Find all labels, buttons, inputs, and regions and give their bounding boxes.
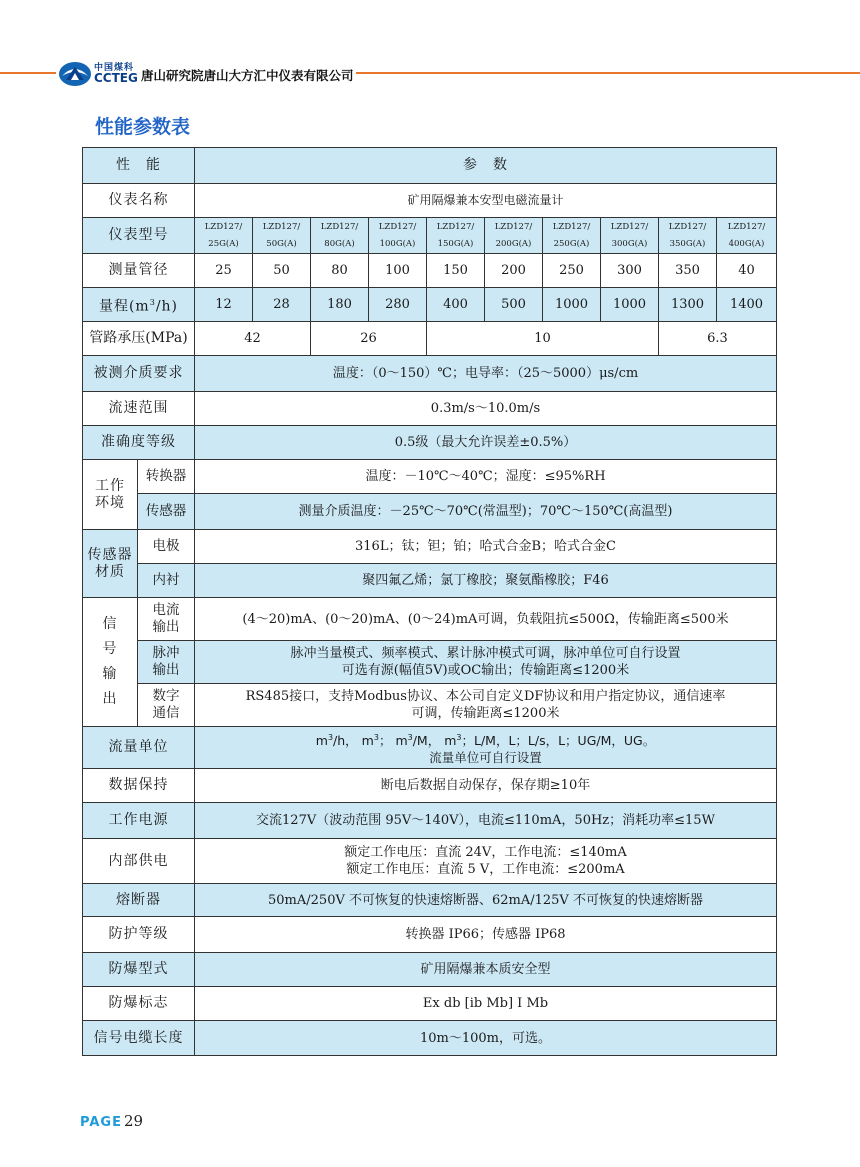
liner-label: 内衬	[138, 564, 195, 598]
brand-cn: 中国煤科	[94, 63, 135, 73]
table-row	[83, 803, 777, 839]
model-cell: LZD127/ 50G(A)	[253, 218, 311, 254]
explosion-type-value: 矿用隔爆兼本质安全型	[195, 953, 777, 987]
table-row	[83, 148, 777, 184]
protection-value: 转换器 IP66；传感器 IP68	[195, 917, 777, 953]
page-word: PAGE	[80, 1115, 122, 1130]
model-cell: LZD127/ 25G(A)	[195, 218, 253, 254]
table-row	[83, 426, 777, 460]
electrode-value: 316L；钛；钽；铂；哈式合金B；哈式合金C	[195, 530, 777, 564]
current-value: (4～20)mA、(0～20)mA、(0～24)mA可调，负载阻抗≤500Ω，传输距离≤500米	[195, 598, 777, 641]
medium-value: 温度：（0～150）℃；电导率：（25～5000）μs/cm	[195, 356, 777, 392]
converter-label: 转换器	[138, 460, 195, 494]
model-cell: LZD127/ 250G(A)	[543, 218, 601, 254]
brand-en: CCTEG	[94, 71, 138, 85]
range-cell: 500	[485, 288, 543, 322]
name-value: 矿用隔爆兼本安型电磁流量计	[195, 184, 777, 218]
table-row	[83, 598, 777, 641]
range-cell: 1400	[717, 288, 777, 322]
table-row	[83, 184, 777, 218]
model-cell: LZD127/ 200G(A)	[485, 218, 543, 254]
cable-label: 信号电缆长度	[83, 1021, 195, 1056]
data-hold-label: 数据保持	[83, 769, 195, 803]
velocity-label: 流速范围	[83, 392, 195, 426]
table-row	[83, 727, 777, 769]
range-cell: 280	[369, 288, 427, 322]
model-label: 仪表型号	[83, 218, 195, 254]
internal-label: 内部供电	[83, 839, 195, 884]
table-row	[83, 1021, 777, 1056]
diameter-cell: 50	[253, 254, 311, 288]
current-label: 电流 输出	[138, 598, 195, 641]
range-cell: 1000	[601, 288, 659, 322]
diameter-cell: 250	[543, 254, 601, 288]
velocity-value: 0.3m/s～10.0m/s	[195, 392, 777, 426]
cable-value: 10m～100m，可选。	[195, 1021, 777, 1056]
model-cell: LZD127/ 400G(A)	[717, 218, 777, 254]
fuse-label: 熔断器	[83, 884, 195, 917]
power-label: 工作电源	[83, 803, 195, 839]
page-footer	[80, 1111, 143, 1130]
range-cell: 1300	[659, 288, 717, 322]
power-value: 交流127V（波动范围 95V～140V），电流≤110mA，50Hz；消耗功率≤15W	[195, 803, 777, 839]
pressure-cell: 10	[427, 322, 659, 356]
header-rule-left	[0, 72, 56, 74]
table-row	[83, 684, 777, 727]
pressure-cell: 42	[195, 322, 311, 356]
range-cell: 1000	[543, 288, 601, 322]
page-number: 29	[123, 1112, 144, 1130]
diameter-cell: 150	[427, 254, 485, 288]
page-title: 性能参数表	[95, 116, 191, 138]
pressure-cell: 26	[311, 322, 427, 356]
diameter-label: 测量管径	[83, 254, 195, 288]
ccteg-logo-icon	[58, 58, 92, 88]
pulse-value: 脉冲当量模式、频率模式、累计脉冲模式可调，脉冲单位可自行设置 可选有源(幅值5V)或OC输出；传输距离≤1200米	[195, 641, 777, 684]
fuse-value: 50mA/250V 不可恢复的快速熔断器、62mA/125V 不可恢复的快速熔断器	[195, 884, 777, 917]
table-row	[83, 392, 777, 426]
sensor-label: 传感器	[138, 494, 195, 530]
spec-table	[82, 147, 777, 1056]
table-row	[83, 460, 777, 494]
explosion-mark-value: Ex db [ib Mb] I Mb	[195, 987, 777, 1021]
table-row	[83, 494, 777, 530]
table-row	[83, 953, 777, 987]
range-cell: 180	[311, 288, 369, 322]
table-row	[83, 564, 777, 598]
model-cell: LZD127/ 80G(A)	[311, 218, 369, 254]
company-name: 唐山研究院唐山大方汇中仪表有限公司	[141, 68, 354, 83]
diameter-cell: 25	[195, 254, 253, 288]
model-cell: LZD127/ 150G(A)	[427, 218, 485, 254]
explosion-mark-label: 防爆标志	[83, 987, 195, 1021]
header-value: 参 数	[195, 148, 777, 184]
protection-label: 防护等级	[83, 917, 195, 953]
range-cell: 12	[195, 288, 253, 322]
flow-unit-label: 流量单位	[83, 727, 195, 769]
table-row	[83, 288, 777, 322]
flow-unit-value: $m^3/h$， $m^3$； $m^3/M$， $m^3$；L/M，L；L/s，L；UG/M，UG。 流量单位可自行设置	[195, 727, 777, 769]
signal-group-label: 信 号 输 出	[83, 598, 138, 727]
name-label: 仪表名称	[83, 184, 195, 218]
table-row	[83, 218, 777, 254]
electrode-label: 电极	[138, 530, 195, 564]
env-group-label: 工作 环境	[83, 460, 138, 530]
range-cell: 400	[427, 288, 485, 322]
diameter-cell: 80	[311, 254, 369, 288]
table-row	[83, 254, 777, 288]
model-cell: LZD127/ 350G(A)	[659, 218, 717, 254]
pulse-label: 脉冲 输出	[138, 641, 195, 684]
explosion-type-label: 防爆型式	[83, 953, 195, 987]
material-group-label: 传感器 材质	[83, 530, 138, 598]
liner-value: 聚四氟乙烯；氯丁橡胶；聚氨酯橡胶；F46	[195, 564, 777, 598]
diameter-cell: 300	[601, 254, 659, 288]
data-hold-value: 断电后数据自动保存，保存期≥10年	[195, 769, 777, 803]
pressure-cell: 6.3	[659, 322, 777, 356]
header-label: 性 能	[83, 148, 195, 184]
medium-label: 被测介质要求	[83, 356, 195, 392]
converter-value: 温度：－10℃～40℃；湿度：≤95%RH	[195, 460, 777, 494]
diameter-cell: 40	[717, 254, 777, 288]
internal-value: 额定工作电压：直流 24V，工作电流：≤140mA 额定工作电压：直流 5 V，工作电流：≤200mA	[195, 839, 777, 884]
sensor-value: 测量介质温度：－25℃～70℃(常温型)；70℃～150℃(高温型)	[195, 494, 777, 530]
table-row	[83, 769, 777, 803]
accuracy-label: 准确度等级	[83, 426, 195, 460]
model-cell: LZD127/ 300G(A)	[601, 218, 659, 254]
pressure-label: 管路承压(MPa)	[83, 322, 195, 356]
table-row	[83, 987, 777, 1021]
table-row	[83, 530, 777, 564]
diameter-cell: 100	[369, 254, 427, 288]
model-cell: LZD127/ 100G(A)	[369, 218, 427, 254]
diameter-cell: 200	[485, 254, 543, 288]
table-row	[83, 641, 777, 684]
table-row	[83, 839, 777, 884]
table-row	[83, 356, 777, 392]
diameter-cell: 350	[659, 254, 717, 288]
table-row	[83, 884, 777, 917]
digital-label: 数字 通信	[138, 684, 195, 727]
accuracy-value: 0.5级（最大允许误差±0.5%）	[195, 426, 777, 460]
digital-value: RS485接口，支持Modbus协议、本公司自定义DF协议和用户指定协议，通信速率 可调，传输距离≤1200米	[195, 684, 777, 727]
header-rule-right	[356, 72, 860, 74]
table-row	[83, 917, 777, 953]
range-cell: 28	[253, 288, 311, 322]
range-label: 量程$(m^3/h)$	[83, 288, 195, 322]
table-row	[83, 322, 777, 356]
